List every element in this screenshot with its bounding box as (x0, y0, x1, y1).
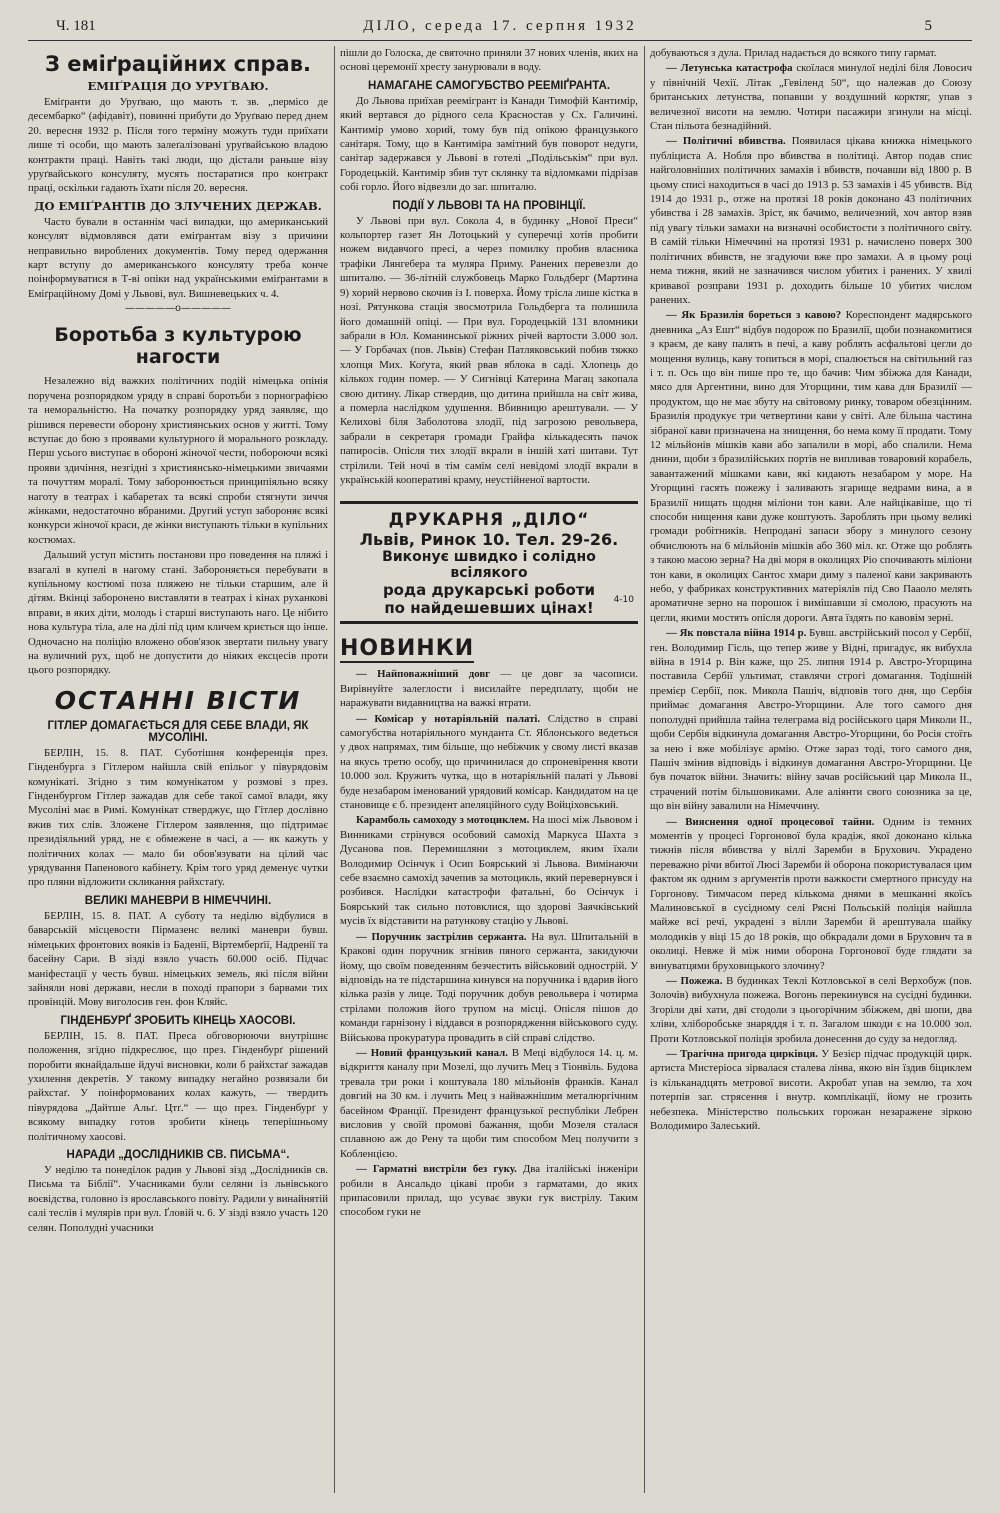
news-item (340, 813, 638, 928)
news-item-title: — Гарматні вистріли без гуку. (356, 1163, 517, 1176)
news-item-title: — Політичні вбивства. (666, 135, 786, 148)
hindenburg-subheading: ГІНДЕНБУРҐ ЗРОБИТЬ КІНЕЦЬ ХАОСОВІ. (60, 1014, 296, 1027)
news-item-text: В Меці відбулося 14. ц. м. відкриття каналу при Мозелі, що лучить Мец з Тіонвіль. Будова тревала три роки і коштувала 180 мільйонів франків. Канал довгий на 30 км. і лучить Мец з найважнішим металюргічним басейном Франції. Президент французької республіки Лебрен висловив у своїй промові бажання, щоби Мозеля сталася сплавною аж до Рену та щоби тим способом Мец получити з Кобленцією. (340, 1046, 638, 1160)
masthead-rule (28, 40, 972, 41)
issue-number: Ч. 181 (56, 18, 96, 34)
maneuvers-article: БЕРЛІН, 15. 8. ПАТ. А суботу та неділю відбулися в баварській місцевости Пірмазенс великі маневри бувш. німецьких фронтових вояків із Баденії, Віртемберґії, Надренії та басейну Сари. В зізді взяло участь 60.000 осіб. Підчас маніфестації у честь бувш. німецьких земель, які після війни зайняли нові держави, несли в поході прапори з барвами тих провінцій. Мову виголосив ген. фон Кляйс. (28, 909, 328, 1009)
ad-line-4-text: рода друкарські роботи (382, 581, 596, 600)
news-item-text: У Безієр підчас продукцій цирк. артиста Мистеріоса зірвалася сталева лінва, якою він їздив біциклем із кільканадцять метрової висоти. Акробат упав на землю, та хоч потерпів заг. стрясення і внутр. комплікації, йому не грозить небезпека. Міністерство польських горожан незаражене зіркою Володимиро Залеський. (650, 1048, 972, 1133)
column-1 (28, 46, 328, 1491)
news-item (650, 815, 972, 973)
news-item-title: — Новий французький канал. (356, 1046, 508, 1059)
column-3 (650, 46, 972, 1491)
maneuvers-subheading: ВЕЛИКІ МАНЕВРИ В НІМЕЧЧИНІ. (84, 894, 272, 907)
news-item (650, 974, 972, 1046)
hitler-subheading: ГІТЛЕР ДОМАГАЄТЬСЯ ДЛЯ СЕБЕ ВЛАДИ, ЯК МУСОЛІНІ. (47, 719, 309, 744)
news-item-text: Кореспондент мадярського дневника „Аз Ешт“ відбув подорож по Бразилії, щоби познакомитися з краєм, де каву палять в печі, а каву роблять асфальтові цегли до мощення вулиць, каву топиться в морі, спалюється на світильний газ і т. п. Ось що він пише про те, що бачив: Чим збіжжа для Канади, мясо для Аргентини, вино для Угорщини, тим кава для Бразилії — продуктом, що не має збуту на світовому ринку, товаром обезцінним. Бразилія продукує три четвертини кави у світі. Але більша частина зібраної кави призначена на знищення, бо нема кому її продати. Тому 12 мільйонів мішків кави або запалили в морі, або спалили. Нема днини, щоби з бразилійських портів не випливав товаровий корабель, завантажений мішками кави, які кидають незабаром у море. На Угорщині гасять пожежу і заливають згарище ведрами вина, а в Бразилії нищать щодня міліони тон кави. Але найцікавіше, що ті способи нищення кави дуже коштують. Зароблять при цьому великі громади робітників. Непродані запаси збору з минулого сезону обчислюють на 6 мільйонів мішків або 360 міл. кг. Отже що роблять з такою масою зерна? На дві моря в околицях Ріо спочивають міліони тон кави, в околицях Сантос хмари диму з паленої кави закривають небо, у фабриках конструктивних матеріялів під Сво Пааоло мелять ароматичне зерно на порошок і вимішавши зі смолою, прасують на цегли, якими мостять опісля дороги. Авта їздять по кавовім зерні. (650, 309, 972, 624)
news-item (340, 667, 638, 710)
news-item-title: — Найповажніший довг (356, 668, 491, 681)
news-item-title: — Як повстала війна 1914 р. (666, 627, 807, 640)
printing-house-ad (340, 501, 638, 624)
column-divider (334, 46, 335, 1493)
researchers-subheading: НАРАДИ „ДОСЛІДНИКІВ СВ. ПИСЬМА“. (66, 1148, 290, 1161)
masthead (0, 18, 1000, 40)
news-item-text: На шосі між Львовом і Винниками стрінувся особовий самохід Маркуса Шахта з Дусанова пов. Перемишляни з мотоциклем, яким їхали Володимир Осінчук і Осип Боярський зі Львова. Вимінаючи себе взаємно самохід зачепив за мотоцикль, який перевернувся і розбився. Наслідки катастрофи фатальні, бо Осінчук і Боярський так сильно потовклися, що здорові Заячківський мусів їх відставити на ратункову стацію у Львові. (340, 814, 638, 928)
news-item-title: — Як Бразилія бореться з кавою? (666, 309, 842, 322)
news-item-text: Бувш. австрійський посол у Сербії, ген. Володимир Гісль, що тепер живе у Відні, пригадує, як вибухла війна в 1914 р. Він каже, що 25. липня 1914 р. Австро-Угорщина поставила Сербії ультимат, ставлячи строгі домагання. Тодішній премієр Сербії, пок. Микола Пашіч, відповів того дня, що Сербія приймає домагання Австро-Угорщини. Але того самого дня пополудні прийшла тайна телеграма від російського царя Миколи II., щоби Сербія відкинула домагання Австро-Угорщини, бо Росія стоїть за нею і вже мобілізує армію. Отже зараз тоді, того самого дня, Пашіч змінив відповідь і відкинув домагання Австро-Угорщини. Це був початок війни. Значить: війну зачав російський цар Микола II., страчений потім більшовиками. Але аліянти свого союзника за це, що він війну завалили на Німеччину. (650, 627, 972, 813)
suicide-subheading: НАМАГАНЕ САМОГУБСТВО РЕЕМІҐРАНТА. (367, 79, 611, 92)
news-item-title: — Поручник застрілив сержанта. (356, 930, 527, 943)
events-subheading: ПОДІЇ У ЛЬВОВІ ТА НА ПРОВІНЦІЇ. (392, 199, 586, 212)
news-heading: НОВИНКИ (340, 636, 475, 662)
researchers-article: У неділю та понеділок радив у Львові зізд „Дослідників св. Письма та Біблії“. Учасниками були селяни із львівського воєвідства, головно із ярославського повіту. Радили у винайнятій салі теслів і мулярів при вул. Ґловій ч. 6. У зізді взяло участь 120 селян. Пополудні учасники (28, 1163, 328, 1234)
news-item-text: Появилася цікава книжка німецького публіциста А. Нобля про вбивства в політиці. Автор подав спис найголовніших політичних замахів і вбивств, почавши від 1800 р. В цьому списі находиться в часі до 1913 р. 53 замахів і 45 убивств. Від 1914 до 1931 р., отже на протязі 18 років доконано 43 політичних убивства і 28 замахів. Зріст, як бачимо, величезний, хоч автор взяв під увагу тільки замахи на визначні особистости з політичного світу. В самій тільки Німеччині на протязі 1931 р. начислено поверх 300 політичних вбивств, не згадуючи вже про замахи. А в цьому році нема тижня, який не зазначився числом убитих і ранених. У хвилі кривавої розправи 1931 р. доходить більше 10 убитих числом ранених. (650, 135, 972, 306)
news-item (340, 930, 638, 1045)
emigration-heading: З еміґраційних справ. (45, 52, 311, 76)
news-item-title: — Комісар у нотаріяльній палаті. (356, 712, 541, 725)
ad-line-5: по найдешевших цінах! (384, 599, 594, 618)
news-item-title: — Пожежа. (666, 975, 723, 987)
news-item-text: — це довг за часописи. Вирівнуйте залеглости і висилайте передплату, щоби не наражувати видавництва на важкі втрати. (340, 668, 638, 710)
usa-subheading: ДО ЕМІҐРАНТІВ ДО ЗЛУЧЕНИХ ДЕРЖАВ. (34, 198, 322, 213)
column-2 (340, 46, 638, 1491)
news-item-text: Два італійські інженіри робили в Ансальдо цікаві проби з гарматами, до яких припасовили прилад, що усуває звуки гук вистрілу. Таким способом гуки не (340, 1163, 638, 1219)
hindenburg-article: БЕРЛІН, 15. 8. ПАТ. Преса обговорюючи внутрішнє положення, згідно підкреслює, що през. Гінденбурґ рішений поробити якнайдальше йдучі висновки, коли б райхстаґ зажадав ухилення декретів. У такому випадку негайно розвязали би райхстаґ. У поінформованих колах кажуть, — твердить півурядова „Дайтше Альґ. Цтґ.“ — що през. Гінденбурґ у всякому випадку готов зробити кінець теперішньому політичному хаосові. (28, 1029, 328, 1143)
suicide-article: До Львова приїхав реемігрант із Канади Тимофій Кантимір, який вертався до рідного села Красностав у Сх. Галичині. Кантимір умово хорий, тому був під опікою французького санітаря. Тому, що в Кантиміра замітний був поворот недуги, санітар задержався у Львові в готелі „Подільськім“ при вул. Городецькій. Кантимір збив тут склянку та відломками підрізав собі горло. Його відвезли до заг. шпиталю. (340, 94, 638, 194)
news-item-title: Карамболь самоходу з мотоциклем. (356, 814, 530, 827)
news-item-text: В будинках Теклі Котловської в селі Верхобуж (пов. Золочів) вибухнула пожежа. Вогонь перекинувся на сусідні будинки. Згоріли дві хати, дві стодоли з цьогорічним збіжжем, дві шопи, два хліви, хліборобське знаряддя і т. п. Загалом шкоди є на 10.000 зол. Проти Котловської поліція зробила донесення до суду за недогляд. (650, 975, 972, 1045)
hitler-article: БЕРЛІН, 15. 8. ПАТ. Суботішня конференція през. Гінденбурга з Гітлером найшла свій епільог у півурядовім комунікаті. Згідно з тим комунікатом у розмові з през. Гінденбургом Гітлер зажадав для себе такої самої влади, яку Мусоліні має в Римі. Комунікат стверджує, що Гітлер дослівно вжив тих слів. Зложене Гітлером заявлення, що підтримає президіяльний уряд, не є обмежене в часі, а — як кажуть у політичних колах — мало би обов'язувати на цілий час урядування Папенового кабінету. Крім того уряд деменує чутки про пляни відложити скликання райхстаґу. (28, 746, 328, 889)
news-item-title: — Вияснення одної процесової тайни. (666, 815, 875, 828)
ad-line-1: ДРУКАРНЯ „ДІЛО“ (388, 510, 590, 531)
usa-article: Часто бували в останнім часі випадки, що американський консулят відмовлявся дати еміґрантам візу з причини неправильно вироблених документів. Тому перед одержання карт вступу до американського консуляту треба конче поінформуватися в Т-ві опіки над українськими еміґрантами в Еміґраційному Домі у Львові, вул. Вишневецьких ч. 4. (28, 215, 328, 300)
ad-line-3: Виконує швидко і солідно всілякого (382, 549, 596, 582)
culture-article-p2: Дальший уступ містить постанови про поведення на пляжі і взагалі в купелі в нагому стані. Забороняється перебувати в купільному костюмі поза пляжею не тільки старшим, але й дітям. Вкінці заборонено виставляти в театрах і кінах руханкові вправи, в яких діти, молодь і старші виступають наго. Це нібито нова культура тіла, але на ділі під цим кличем криється що інше. Одночасно на поліцію вложено обов'язок звертати пильну увагу на вуличний рух, щоб не допустити до ніяких ексцесів проти цього розпорядку. (28, 549, 328, 677)
news-item-title: — Трагічна пригода цирківця. (666, 1048, 818, 1061)
latest-news-heading: ОСТАННІ ВІСТИ (54, 685, 302, 715)
continued-text: добуваються з дула. Прилад надається до всякого типу гармат. (650, 47, 937, 59)
news-item (340, 1046, 638, 1161)
news-item (650, 1047, 972, 1133)
news-item (650, 134, 972, 307)
news-item (340, 1162, 638, 1220)
separator: —————о————— (124, 303, 232, 315)
events-article: У Львові при вул. Сокола 4, в будинку „Нової Преси“ кольпортер газет Ян Лотоцький у суперечці хотів пробити ножем видавчого пресі, а через помилку пробив власника трафіки Лянгебера та муляра Приму. Ранених перевезли до шпиталю. — 36-літній службовець Марко Гольдберг (Мартина 9) хорий нервово скочив із I. поверха. Йому трісла лише кістка в нозі. Рятункова стація звосмотрила Гольдберга та полишила його домашній опіці. — При вул. Городецькій 131 вломники забрали в Юл. Команинської ріжних річей вартости 3.000 зол. — У Горбачах (пов. Львів) Стефан Патляковський побив тяжко хлопця Мих. Коґута, який рвав яблока в саді. Хлопець до кількох годин помер. — У Сигнівці Катерина Магац закопала свою дитину. Лікар ствердив, що дитина прийшла на світ жива, а померла наслідком удушення. Вбивницю арештували. — У Келихові біля Заболотова злодії, під загрозою револьвера, забрали в секретаря громади Грайфа кількадесять пачок папиросів. Опісля тих злодії вкрали в іншій хаті шитави. Тут стрілили. Тей ночі в тім самім селі невідомі злодії вкрали в українській кооперативі краму, неустійненої вартости. (340, 214, 638, 486)
news-item-text: На вул. Шпитальній в Кракові один поручник згнівив пяного сержанта, закидуючи йому, що своїм поведенням безчестить військовий однострій. У відповідь на те підстаршина кинувся на поручника і вдарив його кілька разів у лице. Тоді поручник добув револьвера і чотирма стрілами положив його трупом на місці. Опісля пішов до команди гарнізону і віддався в розпорядження військового суду. Військова прокуратура провадить в сій справі слідство. (340, 930, 638, 1044)
news-item-title: — Летунська катастрофа (666, 62, 793, 75)
column-divider (644, 46, 645, 1493)
news-item-text: скоїлася минулої неділі біля Ловосич у північній Чехії. Літак „Гевіленд 50“, що належав до Союзу британських летунства, попавши у воздушний корктяг, упав з величезної висоти на землю. Чотири пасажири згинули на місці. Стан пільота безнадійний. (650, 62, 972, 133)
culture-article-p1: Незалежно від важких політичних подій німецька опінія поручена розпорядком уряду в справі боротьби з порнографією та неморальністю. На початку розпорядку уряд заявляє, що рішився перевести оборону християнських основ у житті. Тому вступає до бою з проявами культурного й морального розкладу. Перш усього виступає в обороні жіночої чести, побороючи всякі прояви здичіння, незгідні з християнсько-німецькими звичаями та почуттям моралі. Тому заборонюється принципіяльно всяку наготу в театрах і кабаретах та всякі спроби стягнути зиччя жінками, недостаточно вбраними. Другий уступ забороняє всякі конкурси жіночої краси, де жінки виступають тільки в купільних костюмах. (28, 375, 328, 546)
uruguay-subheading: ЕМІҐРАЦІЯ ДО УРУҐВАЮ. (87, 79, 269, 93)
news-item (650, 61, 972, 133)
masthead-title: ДІЛО, середа 17. серпня 1932 (363, 18, 637, 34)
news-item-text: Одним із темних моментів у процесі Горгонової була крадіж, якої доконано кілька тижнів після вбивства у віллі Заремби в Брухович. Украдено переважно річи вбитої Люсі Заремби й оборона покористувалася цим фактом як одним з арґументів проти важкости смертного присуду на Горгонову. Тимчасом перед кількома днями в мешканні якоїсь Малиновської в сусідному селі Рясні Польській поліція найшла майже всі речі, украдені з вілли Заремби й арештувала шайку молодиків у віці 15 до 18 років, що обкрадали доми в Брухович та в околиці. Невже й між ними оборона Горгонової буде глядати за винуватцями бруховицького злочину? (650, 815, 972, 972)
ad-line-2: Львів, Ринок 10. Тел. 29-26. (359, 530, 619, 550)
ad-code: 4-10 (613, 595, 634, 606)
continued-text: пішли до Голоска, де святочно приняли 37 нових членів, яких на основі церемонії хресту занурювали в воду. (340, 47, 638, 74)
ad-line-4 (342, 581, 636, 606)
news-item (650, 308, 972, 625)
page-number: 5 (924, 18, 932, 34)
culture-heading: Боротьба з культурою нагости (54, 324, 302, 369)
uruguay-article: Еміґранти до Уруґваю, що мають т. зв. „пермісо де десембарко“ (афідавіт), повинні прибути до Уруґваю перед днем 20. вересня 1932 р. Після того терміну можуть туди приїхати лише ті особи, що мають залеґалізовані уруґвайською владою контракти праці. Навіть такі люди, що дістали раньше візу уруґвайського консуляту, мусять постаратися про контракт праці, оскільки гадають їхати після 20. вересня. (28, 96, 328, 195)
news-item (340, 712, 638, 813)
news-item (650, 626, 972, 813)
news-item-text: Слідство в справі самогубства нотаріяльного мунданта Ст. Яблонського ведеться у двох напрямах, тим більше, що небіжчик у свому листі вказав на якусь третю особу, що причинилася до спроневірення квоти 10.000 зол. Кружить чутка, що в нотаріяльній палаті у Львові буде незабаром іменований урядовий комісар. Кандидатом на це становище є б. президент апеляційного суду Войціховський. (340, 712, 638, 812)
